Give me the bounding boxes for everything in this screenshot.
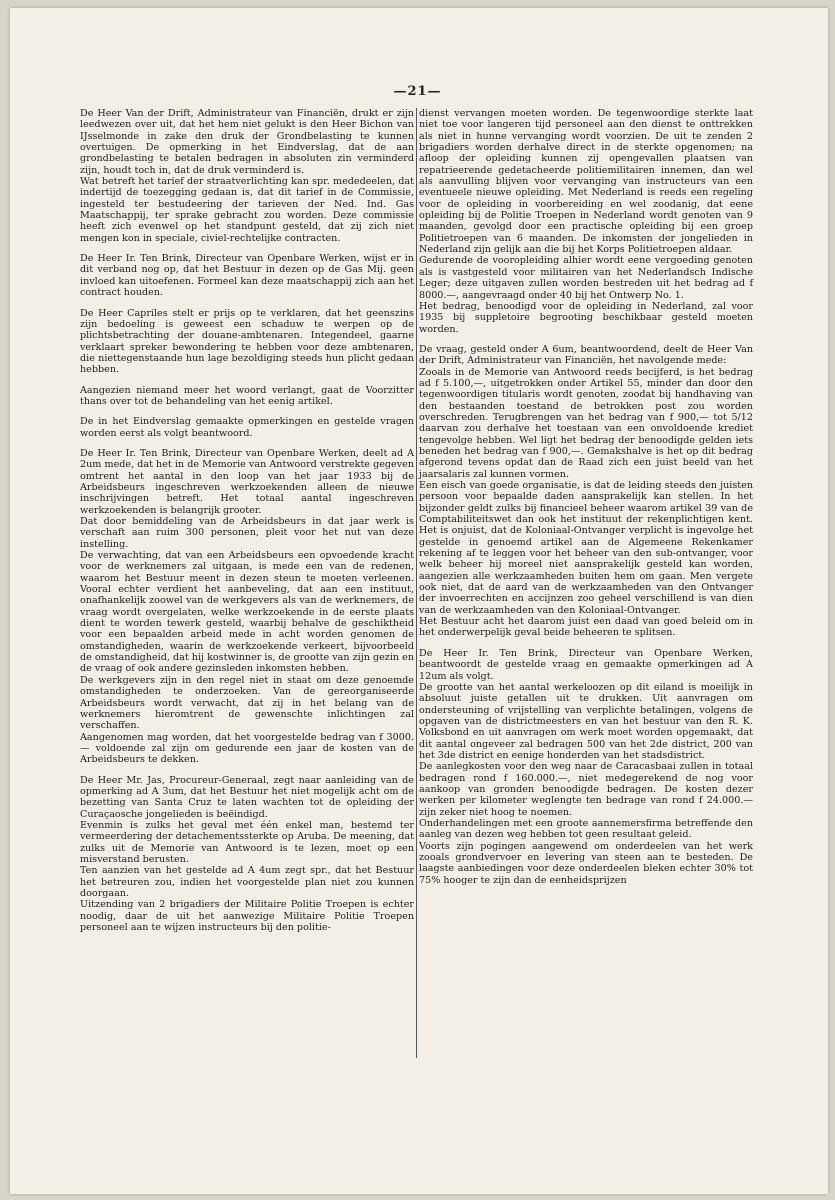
paragraph: De aanlegkosten voor den weg naar de Caracasbaai zullen in totaal bedragen rond f 160.000.—, niet medegerekend de nog voor aankoop van gronden benoodigde bedragen. De kosten dezer werken per kilometer weglengte ten bedrage van rond f 24.000.— zijn zeker niet hoog te noemen. [419,761,753,818]
paragraph: De Heer Ir. Ten Brink, Directeur van Openbare Werken, wijst er in dit verband nog op, dat het Bestuur in dezen op de Gas Mij. geen invloed kan uitoefenen. Formeel kan deze maatschappij zich aan het contract houden. [80,253,414,299]
paragraph: Voorts zijn pogingen aangewend om onderdeelen van het werk zooals grondvervoer en levering van steen aan te besteden. De laagste aanbiedingen voor deze onderdeelen bleken echter 30% tot 75% hooger te zijn dan de eenheidsprijzen [419,840,753,886]
paragraph: Zooals in de Memorie van Antwoord reeds becijferd, is het bedrag ad f 5.100,—, uitgetrokken onder Artikel 55, minder dan door den tegenwoordigen titularis wordt genoten, zoodat bij handhaving van den bestaanden toestand de betrokken post zou worden overschreden. Terugbrengen van het bedrag van f 900,— tot 5/12 daarvan zou derhalve het toestaan van een onvoldoende krediet tengevolge hebben. Wel ligt het bedrag der benoodigde gelden iets beneden het bedrag van f 900,—. Gemakshalve is het op dit bedrag afgerond tevens opdat dan de Raad zich een juist beeld van het jaarsalaris zal kunnen vormen. [419,366,753,480]
paragraph: Dat door bemiddeling van de Arbeidsbeurs in dat jaar werk is verschaft aan ruim 300 personen, pleit voor het nut van deze instelling. [80,516,414,550]
paragraph: De grootte van het aantal werkeloozen op dit eiland is moeilijk in absoluut juiste getallen uit te drukken. Uit aanvragen om ondersteuning of vrijstelling van verplichte betalingen, volgens de opgaven van de districtmeesters en van het bestuur van den R. K. Volksbond en uit aanvragen om werk moet worden opgemaakt, dat dit aantal ongeveer zal bedragen 500 van het 2de district, 200 van het 3de district en eenige honderden van het stadsdistrict. [419,681,753,761]
paragraph: Ten aanzien van het gestelde ad A 4um zegt spr., dat het Bestuur het betreuren zou, indien het voorgestelde plan niet zou kunnen doorgaan. [80,865,414,899]
paragraph: Het Bestuur acht het daarom juist een daad van goed beleid om in het onderwerpelijk geval beide beheeren te splitsen. [419,616,753,639]
paragraph: De vraag, gesteld onder A 6um, beantwoordend, deelt de Heer Van der Drift, Administrateur van Financiën, het navolgende mede: [419,343,753,367]
paragraph: Een eisch van goede organisatie, is dat de leiding steeds den juisten persoon voor bepaalde daden aansprakelijk kan stellen. In het bijzonder geldt zulks bij financieel beheer waarom artikel 39 van de Comptabiliteitswet dan ook het instituut der rekenplichtigen kent. Het is onjuist, dat de Koloniaal-Ontvanger verplicht is ingevolge het gestelde in genoemd artikel aan de Algemeene Rekenkamer rekening af te leggen voor het beheer van den sub-ontvanger, voor welk beheer hij moreel niet aansprakelijk gesteld kan worden, aangezien alle werkzaamheden buiten hem om gaan. Men vergete ook niet, dat de aard van de werkzaamheden van den Ontvanger der invoerrechten en accijnzen zoo geheel verschillend is van dien van de werkzaamheden van den Koloniaal-Ontvanger. [419,480,753,616]
paragraph: Wat betreft het tarief der straatverlichting kan spr. mededeelen, dat indertijd de toezegging gedaan is, dat dit tarief in de Commissie, ingesteld ter bestudeering der tarieven der Ned. Ind. Gas Maatschappij, ter sprake gebracht zou worden. Deze commissie heeft zich evenwel op het standpunt gesteld, dat zij zich niet mengen kon in speciale, civiel-rechtelijke contracten. [80,176,414,244]
right-column [419,108,753,886]
paragraph: De in het Eindverslag gemaakte opmerkingen en gestelde vragen worden eerst als volgt beantwoord. [80,416,414,439]
paragraph: De Heer Ir. Ten Brink, Directeur van Openbare Werken, beantwoordt de gestelde vraag en gemaakte opmerkingen ad A 12um als volgt. [419,647,753,682]
paragraph: Gedurende de vooropleiding alhier wordt eene vergoeding genoten als is vastgesteld voor militairen van het Nederlandsch Indische Leger; deze uitgaven zullen worden bestreden uit het bedrag ad f 8000.—, aangevraagd onder 40 bij het Ontwerp No. 1. [419,255,753,301]
paragraph: Onderhandelingen met een groote aannemersfirma betreffende den aanleg van dezen weg hebben tot geen resultaat geleid. [419,817,753,841]
paragraph: De verwachting, dat van een Arbeidsbeurs een opvoedende kracht voor de werknemers zal uitgaan, is mede een van de redenen, waarom het Bestuur meent in dezen steun te moeten verleenen. Vooral echter verdient het aanbeveling, dat aan een instituut, onafhankelijk zoowel van de werkgevers als van de werknemers, de vraag wordt overgelaten, welke werkzoekende in de eerste plaats dient te worden tewerk gesteld, waarbij behalve de geschiktheid voor een bepaalden arbeid mede in acht worden genomen de omstandigheden, waarin de werkzoekende verkeert, bijvoorbeeld de omstandigheid, dat hij kostwinner is, de grootte van zijn gezin en de vraag of ook andere gezinsleden inkomsten hebben. [80,550,414,675]
paragraph: Uitzending van 2 brigadiers der Militaire Politie Troepen is echter noodig, daar de uit het aanwezige Militaire Politie Troepen personeel aan te wijzen instructeurs bij den politie- [80,899,414,934]
paragraph: Aangenomen mag worden, dat het voorgestelde bedrag van f 3000.— voldoende zal zijn om gedurende een jaar de kosten van de Arbeidsbeurs te dekken. [80,731,414,766]
paragraph: De Heer Mr. Jas, Procureur-Generaal, zegt naar aanleiding van de opmerking ad A 3um, dat het Bestuur het niet mogelijk acht om de bezetting van Santa Cruz te laten wachten tot de opleiding der Curaçaosche jongelieden is beëindigd. [80,774,414,820]
left-column [80,108,414,933]
paragraph: dienst vervangen moeten worden. De tegenwoordige sterkte laat niet toe voor langeren tijd personeel aan den dienst te onttrekken als niet in hunne vervanging wordt voorzien. De uit te zenden 2 brigadiers worden derhalve direct in de sterkte opgenomen; na afloop der opleiding kunnen zij opengevallen plaatsen van repatrieerende gedetacheerde politiemilitairen innemen, dan wel als aanvulling blijven voor vervanging van instructeurs van een eventueele nieuwe opleiding. Met Nederland is reeds een regeling voor de opleiding in voorbereiding en wel zoodanig, dat eene opleiding bij de Politie Troepen in Nederland wordt genoten van 9 maanden, gevolgd door een practische opleiding bij een groep Politietroepen van 6 maanden. De inkomsten der jongelieden in Nederland zijn gelijk aan die bij het Korps Politietroepen aldaar. [419,108,753,256]
paragraph: Evenmin is zulks het geval met één enkel man, bestemd ter vermeerdering der detachementssterkte op Aruba. De meening, dat zulks uit de Memorie van Antwoord is te lezen, moet op een misverstand berusten. [80,819,414,865]
paragraph: Aangezien niemand meer het woord verlangt, gaat de Voorzitter thans over tot de behandeling van het eenig artikel. [80,384,414,407]
paragraph: Het bedrag, benoodigd voor de opleiding in Nederland, zal voor 1935 bij suppletoire begrooting beschikbaar gesteld moeten worden. [419,300,753,335]
paragraph: De werkgevers zijn in den regel niet in staat om deze genoemde omstandigheden te onderzoeken. Van de gereorganiseerde Arbeidsbeurs wordt verwacht, dat zij in het belang van de werknemers hieromtrent de gewenschte inlichtingen zal verschaffen. [80,674,414,732]
page-number: —21— [393,84,442,99]
paragraph: De Heer Capriles stelt er prijs op te verklaren, dat het geenszins zijn bedoeling is geweest een schaduw te werpen op de plichtsbetrachting der douane-ambtenaren. Integendeel, gaarne verklaart spreker bewondering te hebben voor deze ambtenaren, die niettegenstaande hun lage bezoldiging steeds hun plicht gedaan hebben. [80,307,414,376]
paragraph: De Heer Van der Drift, Administrateur van Financiën, drukt er zijn leedwezen over uit, dat het hem niet gelukt is den Heer Bichon van IJsselmonde in zake den druk der Grondbelasting te kunnen overtuigen. De opmerking in het Eindverslag, dat de aan grondbelasting te betalen bedragen in absoluten zin verminderd zijn, houdt toch in, dat de druk verminderd is. [80,108,414,176]
paragraph: De Heer Ir. Ten Brink, Directeur van Openbare Werken, deelt ad A 2um mede, dat het in de Memorie van Antwoord verstrekte gegeven omtrent het aantal in den loop van het jaar 1933 bij de Arbeidsbeurs ingeschreven werkzoekenden alleen de nieuwe inschrijvingen betreft. Het totaal aantal ingeschreven werkzoekenden is belangrijk grooter. [80,447,414,516]
column-divider [416,108,417,1058]
